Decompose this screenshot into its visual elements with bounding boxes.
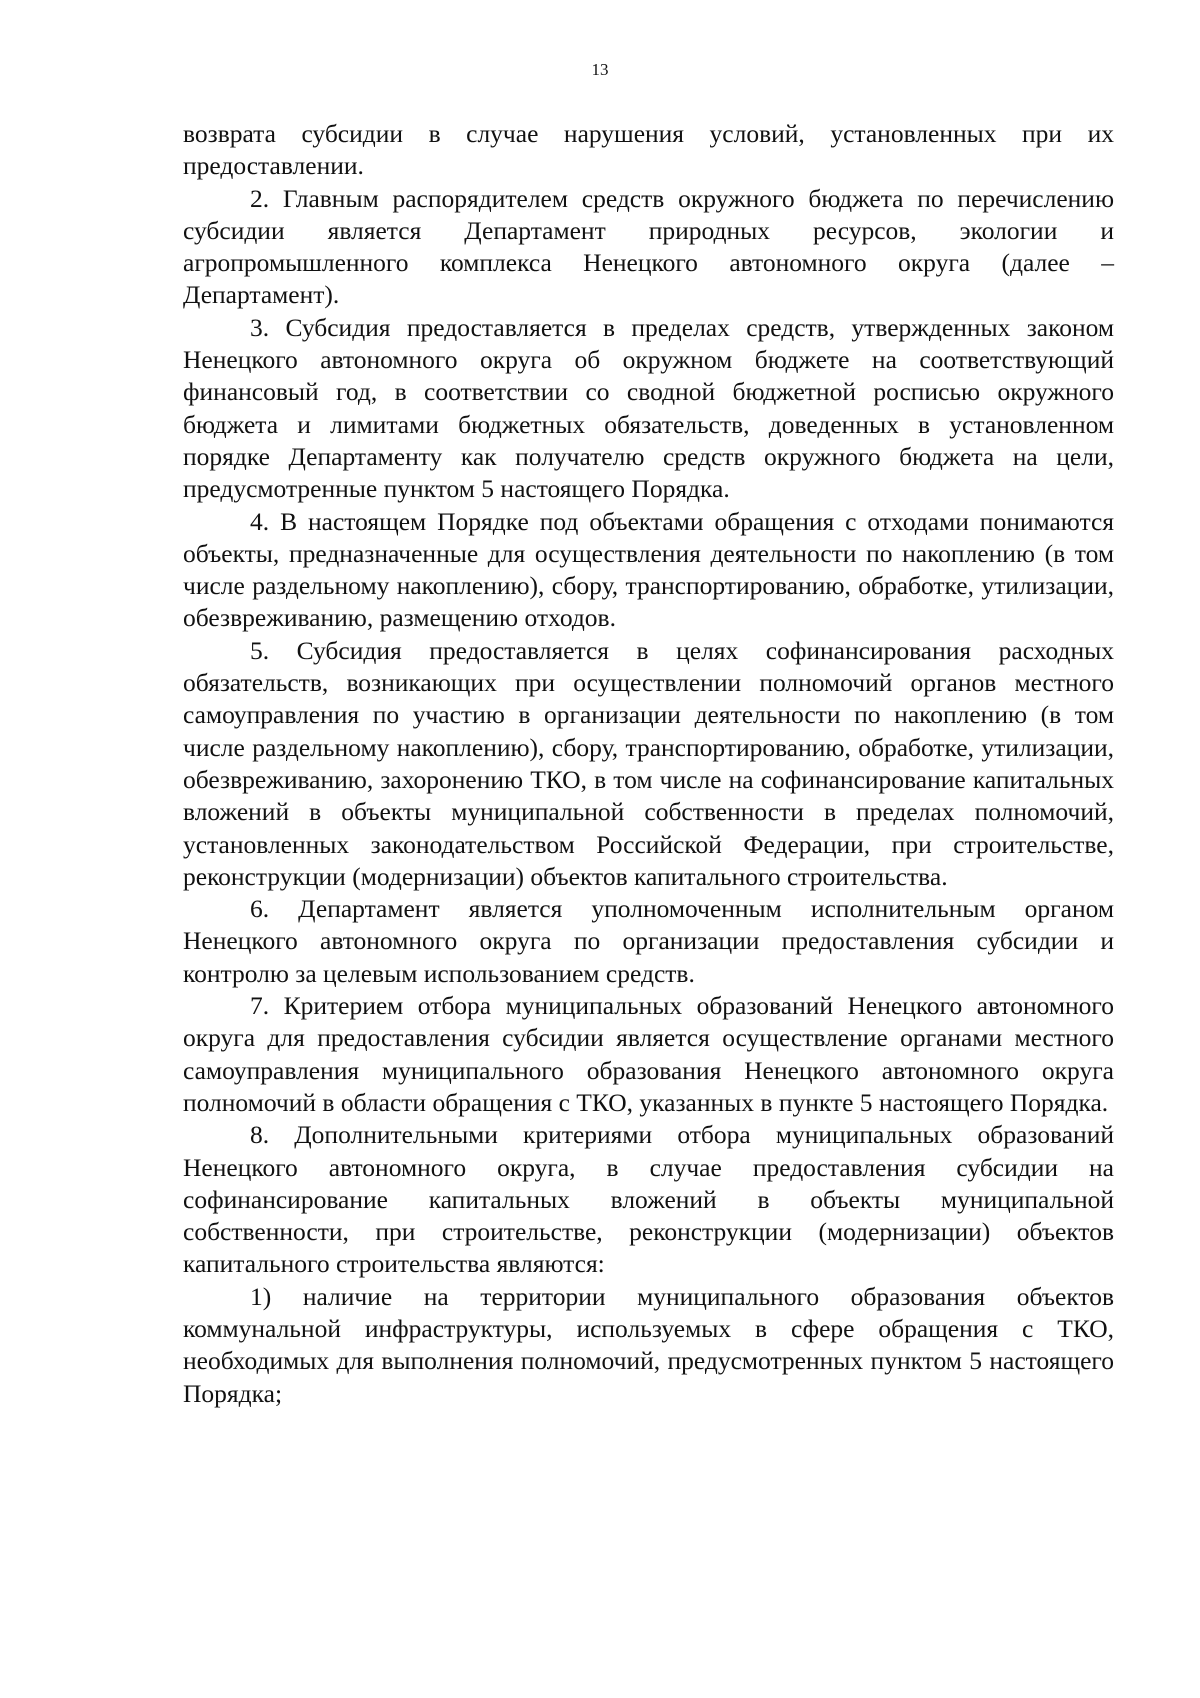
paragraph-8: 8. Дополнительными критериями отбора муниципальных образований Ненецкого автономного округа, в случае предоставления субсидии на софинансирование капитальных вложений в объекты муниципальной собственности, при строительстве, реконструкции (модернизации) объектов капитального строительства являются:	[183, 1120, 1114, 1279]
paragraph-8-item-1: 1) наличие на территории муниципального образования объектов коммунальной инфраструктуры, используемых в сфере обращения с ТКО, необходимых для выполнения полномочий, предусмотренных пунктом 5 настоящего Порядка;	[183, 1281, 1114, 1408]
document-body	[183, 118, 1114, 1410]
paragraph-5: 5. Субсидия предоставляется в целях софинансирования расходных обязательств, возникающих при осуществлении полномочий органов местного самоуправления по участию в организации деятельности по накоплению (в том числе раздельному накоплению), сбору, транспортированию, обработке, утилизации, обезвреживанию, захоронению ТКО, в том числе на софинансирование капитальных вложений в объекты муниципальной собственности в пределах полномочий, установленных законодательством Российской Федерации, при строительстве, реконструкции (модернизации) объектов капитального строительства.	[183, 635, 1114, 891]
paragraph-continuation: возврата субсидии в случае нарушения условий, установленных при их предоставлении.	[183, 119, 1114, 181]
paragraph-6: 6. Департамент является уполномоченным исполнительным органом Ненецкого автономного округа по организации предоставления субсидии и контролю за целевым использованием средств.	[183, 894, 1114, 988]
page-number: 13	[591, 60, 609, 79]
paragraph-7: 7. Критерием отбора муниципальных образований Ненецкого автономного округа для предоставления субсидии является осуществление органами местного самоуправления муниципального образования Ненецкого автономного округа полномочий в области обращения с ТКО, указанных в пункте 5 настоящего Порядка.	[183, 991, 1114, 1117]
paragraph-4: 4. В настоящем Порядке под объектами обращения с отходами понимаются объекты, предназначенные для осуществления деятельности по накоплению (в том числе раздельному накоплению), сбору, транспортированию, обработке, утилизации, обезвреживанию, размещению отходов.	[183, 506, 1114, 633]
paragraph-2: 2. Главным распорядителем средств окружного бюджета по перечислению субсидии является Департамент природных ресурсов, экологии и агропромышленного комплекса Ненецкого автономного округа (далее – Департамент).	[183, 183, 1114, 310]
paragraph-3: 3. Субсидия предоставляется в пределах средств, утвержденных законом Ненецкого автономного округа об окружном бюджете на соответствующий финансовый год, в соответствии со сводной бюджетной росписью окружного бюджета и лимитами бюджетных обязательств, доведенных в установленном порядке Департаменту как получателю средств окружного бюджета на цели, предусмотренные пунктом 5 настоящего Порядка.	[183, 312, 1114, 504]
